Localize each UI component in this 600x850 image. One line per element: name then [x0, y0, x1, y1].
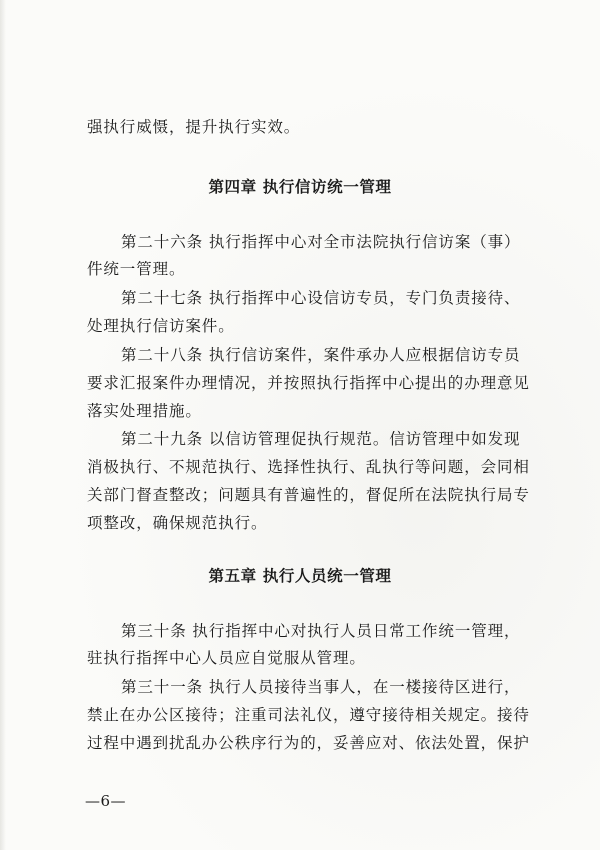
- text-line-9: 第二十九条 以信访管理促执行规范。信访管理中如发现: [121, 430, 521, 448]
- text-line-15: 第三十一条 执行人员接待当事人，在一楼接待区进行，: [121, 678, 521, 696]
- text-line-8: 落实处理措施。: [87, 402, 202, 420]
- text-line-2: 第二十六条 执行指挥中心对全市法院执行信访案（事）: [121, 233, 521, 251]
- page-number: —6—: [85, 792, 127, 810]
- text-line-5: 处理执行信访案件。: [87, 317, 235, 335]
- text-line-1: 强执行威慑，提升执行实效。: [87, 118, 301, 136]
- text-line-12: 项整改，确保规范执行。: [87, 514, 268, 532]
- text-line-7: 要求汇报案件办理情况，并按照执行指挥中心提出的办理意见: [87, 374, 530, 392]
- text-line-3: 件统一管理。: [87, 260, 186, 278]
- text-line-10: 消极执行、不规范执行、选择性执行、乱执行等问题，会同相: [87, 458, 530, 476]
- text-line-17: 过程中遇到扰乱办公秩序行为的，妥善应对、依法处置，保护: [87, 734, 530, 752]
- text-line-4: 第二十七条 执行指挥中心设信访专员，专门负责接待、: [121, 289, 521, 307]
- text-line-16: 禁止在办公区接待；注重司法礼仪，遵守接待相关规定。接待: [87, 706, 530, 724]
- text-line-14: 驻执行指挥中心人员应自觉服从管理。: [87, 649, 366, 667]
- text-line-6: 第二十八条 执行信访案件，案件承办人应根据信访专员: [121, 346, 521, 364]
- chapter-4-heading: 第四章 执行信访统一管理: [208, 178, 392, 196]
- chapter-5-heading: 第五章 执行人员统一管理: [208, 567, 392, 585]
- text-line-13: 第三十条 执行指挥中心对执行人员日常工作统一管理，: [121, 622, 521, 640]
- text-line-11: 关部门督查整改；问题具有普遍性的，督促所在法院执行局专: [87, 486, 530, 504]
- scan-edge-shadow: [0, 0, 6, 850]
